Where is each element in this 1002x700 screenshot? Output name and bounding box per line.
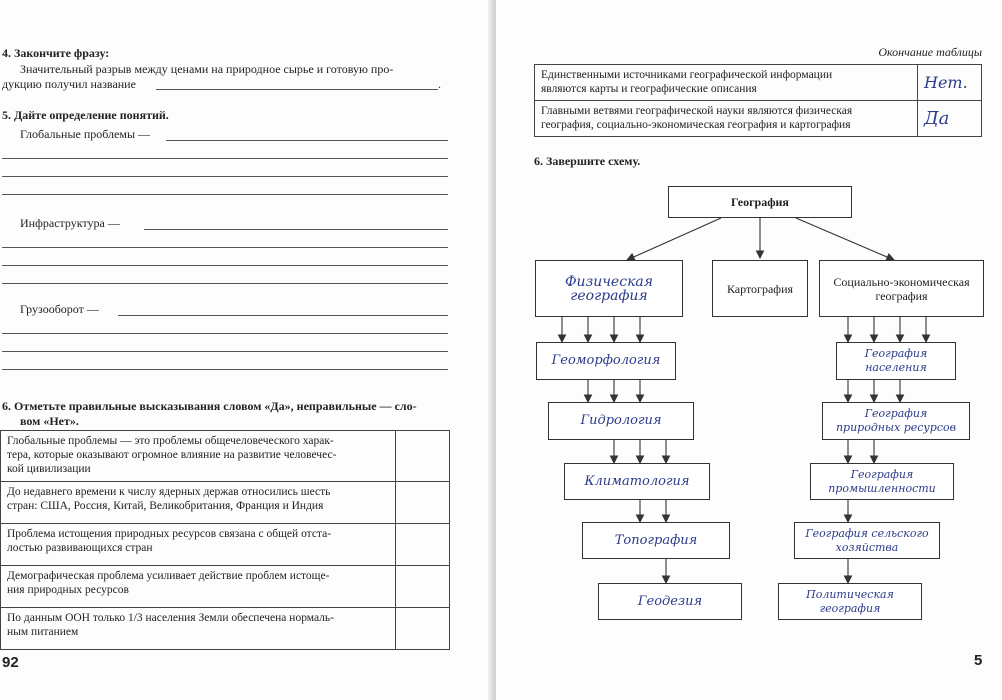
scheme-cartography-box: Картография [712,260,808,317]
statement-cell: До недавнего времени к числу ядерных держав относились шесть стран: США, Россия, Китай, Великобритания, Франция и Индия [1,482,396,524]
task5-heading: 5. Дайте определение понятий. [2,108,169,122]
natural-resources-geography-box[interactable]: География природных ресурсов [822,402,970,440]
task4-end-dot: . [438,77,441,91]
industry-geography-box[interactable]: География промышленности [810,463,954,500]
socio-line2: география [875,288,928,303]
right-page [496,0,1002,700]
agriculture-geography-box[interactable]: География сельского хозяйства [794,522,940,559]
term-freight-turnover: Грузооборот — [20,302,99,316]
answer-cell[interactable]: Да [918,101,982,137]
statement-cell: Проблема истощения природных ресурсов связана с общей отста- лостью развивающихся стран [1,524,396,566]
task6-heading-line2: вом «Нет». [20,414,79,428]
population-geography-box[interactable]: География населения [836,342,956,380]
answer-cell[interactable] [396,524,450,566]
answer-cell[interactable]: Нет. [918,65,982,101]
table-row [1,524,450,566]
geomorphology-box[interactable]: Геоморфология [536,342,676,380]
statement-cell: По данным ООН только 1/3 населения Земли обеспечена нормаль- ным питанием [1,608,396,650]
political-geography-box[interactable]: Политическая география [778,583,922,620]
geodesy-box[interactable]: Геодезия [598,583,742,620]
answer-line[interactable] [2,333,448,334]
page-number: 92 [2,654,19,671]
task4-heading: 4. Закончите фразу: [2,46,110,60]
hydrology-box[interactable]: Гидрология [548,402,694,440]
answer-line[interactable] [2,247,448,248]
answer-line[interactable] [144,229,448,230]
answer-line[interactable] [2,351,448,352]
socio-line1: Социально-экономическая [833,274,970,289]
table-row [1,431,450,482]
topography-box[interactable]: Топография [582,522,730,559]
statements-table [0,430,450,650]
table-row [1,482,450,524]
answer-line[interactable] [2,194,448,195]
answer-cell[interactable] [396,608,450,650]
answer-line[interactable] [2,176,448,177]
answer-line[interactable] [118,315,448,316]
answer-cell[interactable] [396,482,450,524]
task4-answer-line[interactable] [156,89,438,90]
task4-line1: Значительный разрыв между ценами на природное сырье и готовую про- [20,62,394,76]
statement-cell: Демографическая проблема усиливает действие проблем истоще- ния природных ресурсов [1,566,396,608]
scheme-physical-geography-box[interactable]: Физическая география [535,260,683,317]
answer-cell[interactable] [396,566,450,608]
answer-line[interactable] [2,265,448,266]
answer-line[interactable] [2,369,448,370]
answer-cell[interactable] [396,431,450,482]
table-row [1,608,450,650]
task4-line2: дукцию получил название [2,77,136,91]
answer-line[interactable] [2,283,448,284]
table-row [1,566,450,608]
term-global-problems: Глобальные проблемы — [20,127,151,141]
statement-cell: Глобальные проблемы — это проблемы общечеловеческого харак- тера, которые оказывают огромное влияние на развитие человечес- кой цивилизации [1,431,396,482]
answer-line[interactable] [2,158,448,159]
statement-cell: Главными ветвями географической науки являются физическая география, социально-экономическая география и картография [535,101,918,137]
task6-heading: 6. Завершите схему. [534,154,641,168]
statement-cell: Единственными источниками географической информации являются карты и географические описания [535,65,918,101]
term-infrastructure: Инфраструктура — [20,216,120,230]
scheme-socio-economic-box [819,260,984,317]
task6-heading-line1: 6. Отметьте правильные высказывания словом «Да», неправильные — сло- [2,399,417,413]
left-page [0,0,492,700]
table-caption: Окончание таблицы [878,45,982,59]
scheme-root-box: География [668,186,852,218]
page-number: 5 [974,652,983,669]
climatology-box[interactable]: Климатология [564,463,710,500]
answer-line[interactable] [166,140,448,141]
